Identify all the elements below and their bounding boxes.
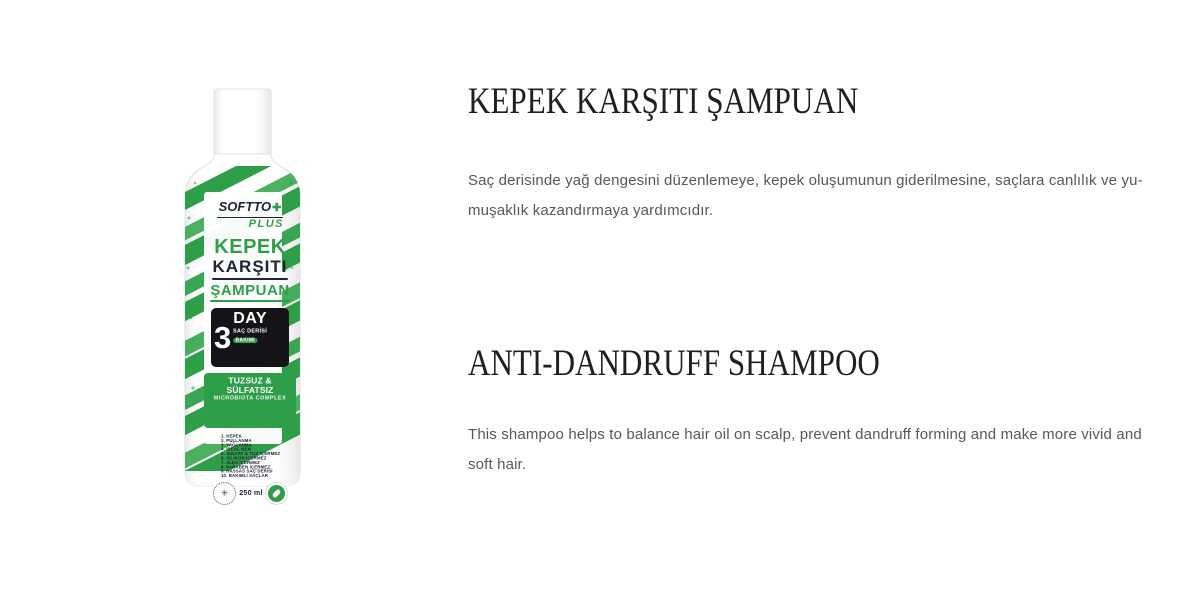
feature-item: 3. YAĞLANMA — [221, 442, 252, 448]
claim-line2: MICROBIOTA COMPLEX — [213, 395, 287, 401]
plus-icon: ✚ — [272, 202, 282, 214]
badge-sub1: SAÇ DERİSİ — [233, 328, 268, 334]
feature-item: 5. SÜLFAT & TUZ İÇERMEZ — [221, 451, 281, 457]
body-line: Saç derisinde yağ dengesini düzenlemeye, kepek oluşumunun giderilmesine, saçlara canlılık ve yu- — [468, 172, 1143, 189]
body-line: This shampoo helps to balance hair oil on scalp, prevent dandruff forming and make more vivid and — [468, 426, 1142, 443]
brand-logo — [203, 198, 297, 230]
feature-item: 7. SLES İÇERMEZ — [221, 459, 260, 465]
sulfate-free-seal-icon — [213, 482, 236, 505]
feature-item: 8. PARABEN İÇERMEZ — [221, 464, 271, 470]
feature-list — [203, 434, 297, 479]
badge-sub2: BAKIMI — [233, 338, 257, 343]
natural-content-seal-icon — [266, 483, 287, 504]
bottle-cap — [214, 89, 271, 155]
brand-logo-top — [217, 198, 284, 218]
leaf-icon — [271, 489, 281, 499]
section-english — [468, 342, 1168, 480]
label-seals-row — [203, 482, 297, 505]
brand-sub-name: PLUS — [248, 218, 284, 230]
feature-item: 9. HASSAS SAÇ DERİSİ — [221, 468, 273, 474]
section-title-english: ANTI-DANDRUFF SHAMPOO — [468, 343, 880, 384]
body-line: soft hair. — [468, 456, 527, 473]
volume-text: 250 ml — [239, 490, 263, 497]
label-title-line1: KEPEK — [214, 236, 286, 258]
feature-item: 2. PULLANMA — [221, 437, 252, 443]
feature-item: 10. BAKIMLI SAÇLAR — [221, 473, 269, 479]
label-title-line3: ŞAMPUAN — [210, 282, 290, 299]
feature-item: 6. SİLİKON İÇERMEZ — [221, 455, 267, 461]
brand-name: SOFTTO — [218, 199, 272, 214]
badge-day-word: DAY — [233, 310, 268, 327]
bottle-label — [203, 198, 297, 505]
badge-number: 3 — [214, 319, 232, 355]
body-line: muşaklık kazandırmaya yardımcıdır. — [468, 202, 714, 219]
label-divider-dark — [212, 278, 288, 280]
feature-item: 1. KEPEK — [221, 433, 242, 439]
claim-box — [204, 373, 296, 428]
three-day-badge — [211, 308, 289, 367]
feature-item: 4. İDEAL NEM — [221, 446, 252, 452]
label-title-line2: KARŞITI — [212, 257, 288, 276]
section-title-turkish: KEPEK KARŞITI ŞAMPUAN — [468, 81, 859, 122]
section-body-english — [468, 420, 1168, 480]
stamp-glyph: ✳ — [220, 488, 229, 498]
section-body-turkish — [468, 166, 1168, 226]
label-divider-green — [210, 300, 290, 302]
product-image — [175, 88, 325, 498]
section-turkish — [468, 80, 1168, 226]
claim-line1: TUZSUZ & SÜLFATSIZ — [226, 376, 274, 395]
